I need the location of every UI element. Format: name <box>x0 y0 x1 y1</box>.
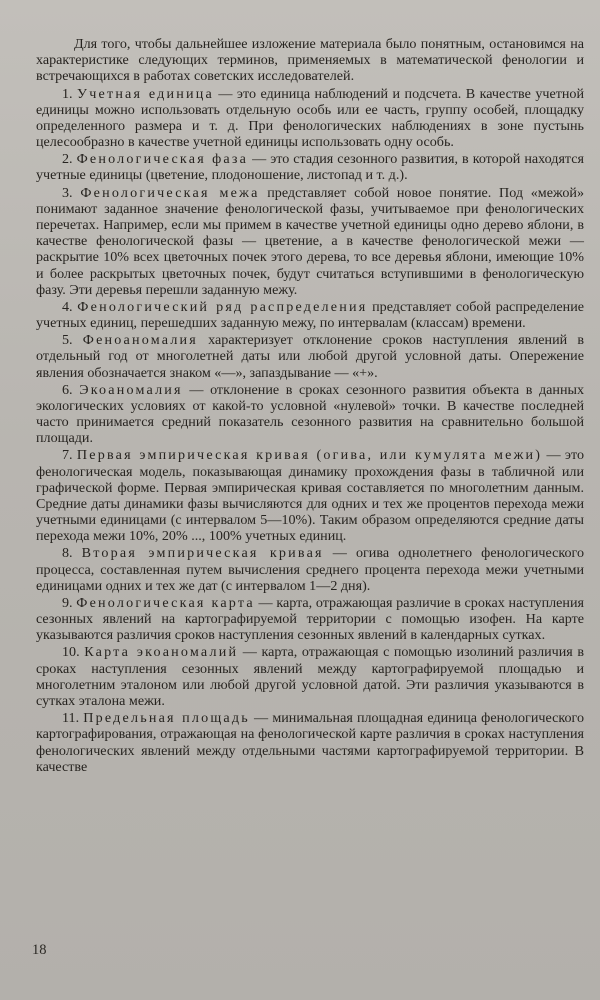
term-definition: — это единица наблюдений и подсчета. В качестве учетной единицы можно использовать отдельную особь или ее часть, группу особей, площадку определенного размера и т. д. При фенологических наблюдениях в зоне пустынь целесообразно в качестве учетной единицы использовать одну особь. <box>36 85 585 151</box>
term-paragraph <box>36 595 584 644</box>
term-definition: — карта, отражающая различие в сроках наступления сезонных явлений на картографируемой территории с помощью изофен. На карте указываются различия сроков наступления сезонных явлений в календарных сутках. <box>36 594 584 644</box>
term-name: Вторая эмпирическая кривая <box>81 545 324 562</box>
term-definition: — огива однолетнего фенологического процесса, составленная путем вычисления среднего процента перехода межи учетными единицами одних и тех же дат (с интервалом 1—2 дня). <box>36 545 584 594</box>
term-name: Первая эмпирическая кривая (огива, или кумулята межи) <box>76 447 543 464</box>
term-definition: — это фенологическая модель, показывающая динамику прохождения фазы в табличной или графической форме. Первая эмпирическая кривая составляется по многолетним данным. Средние даты динамики фазы вычисляются для одних и тех же процентов перехода межи учетными единицами (с интервалом 5—10%). Таким образом определяются средние даты перехода межи 10%, 20% ..., 100% учетных единиц. <box>36 447 585 545</box>
term-paragraph <box>36 447 584 544</box>
term-definition: представляет собой распределение учетных единиц, перешедших заданную межу, по интервалам (классам) времени. <box>36 298 584 332</box>
term-paragraph <box>36 86 584 151</box>
term-paragraph <box>36 545 584 594</box>
term-name: Фенологическая карта <box>76 594 255 611</box>
term-definition: характеризует отклонение сроков наступления явлений в отдельный год от многолетней даты или любой другой условной даты. Опережение явления обозначается знаком «—», запаздывание — «+». <box>36 332 584 381</box>
page-number: 18 <box>32 942 47 958</box>
term-number: 2. <box>62 151 77 168</box>
terms-list <box>36 86 584 775</box>
term-paragraph <box>36 382 584 447</box>
term-paragraph <box>36 644 584 709</box>
term-paragraph <box>36 151 584 183</box>
term-definition: — это стадия сезонного развития, в которой находятся учетные единицы (цветение, плодоношение, листопад и т. д.). <box>36 151 585 184</box>
term-name: Предельная площадь <box>83 710 250 727</box>
term-number: 8. <box>62 545 82 562</box>
page-body <box>36 36 584 776</box>
term-name: Феноаномалия <box>82 332 198 349</box>
term-paragraph <box>36 332 584 381</box>
intro-paragraph: Для того, чтобы дальнейшее изложение материала было понятным, остановимся на характеристике следующих терминов, применяемых в математической фенологии и встречающихся в работах советских исследователей. <box>36 36 584 85</box>
term-number: 4. <box>62 298 78 315</box>
term-paragraph <box>36 710 584 775</box>
term-paragraph <box>36 299 584 331</box>
term-number: 9. <box>62 594 77 611</box>
term-definition: — отклонение в сроках сезонного развития объекта в данных экологических условиях от какой-то условной «нулевой» точки. В качестве последней часто принимается средний показатель сезонного развития на сравнительно большой площади. <box>36 381 585 447</box>
term-paragraph <box>36 185 584 298</box>
term-number: 3. <box>62 184 81 201</box>
term-name: Фенологическая межа <box>80 184 260 201</box>
term-number: 6. <box>62 381 80 398</box>
term-definition: — карта, отражающая с помощью изолиний различия в сроках наступления сезонных явлений между картографируемой площадью и многолетним эталоном или любой другой условной датой. Эти различия указываются в сутках эталона межи. <box>36 644 585 710</box>
term-name: Учетная единица <box>77 85 214 102</box>
term-name: Фенологический ряд распределения <box>77 298 368 315</box>
term-number: 10. <box>62 644 85 661</box>
term-number: 7. <box>62 447 77 464</box>
term-number: 11. <box>62 710 84 727</box>
term-name: Экоаномалия <box>79 381 183 398</box>
term-definition: — минимальная площадная единица фенологического картографирования, отражающая на фенологической карте различия в сроках наступления фенологических явлений между отдельными частями картографируемой территории. В качестве <box>36 710 584 775</box>
term-name: Фенологическая фаза <box>76 151 249 168</box>
term-number: 1. <box>62 85 78 102</box>
term-definition: представляет собой новое понятие. Под «межой» понимают заданное значение фенологической фазы, учитываемое при фенологических перечетах. Например, если мы примем в качестве учетной единицы одно дерево яблони, в качестве фенологической фазы — цветение, а в качестве фенологической межи — раскрытие 10% всех цветочных почек этого дерева, то все деревья яблони, имеющие 10% и более раскрытых цветочных почек, будут считаться вступившими в фенологическую фазу. Эти деревья перешли заданную межу. <box>36 184 584 298</box>
term-number: 5. <box>62 332 83 349</box>
term-name: Карта экоаномалий <box>84 644 239 661</box>
